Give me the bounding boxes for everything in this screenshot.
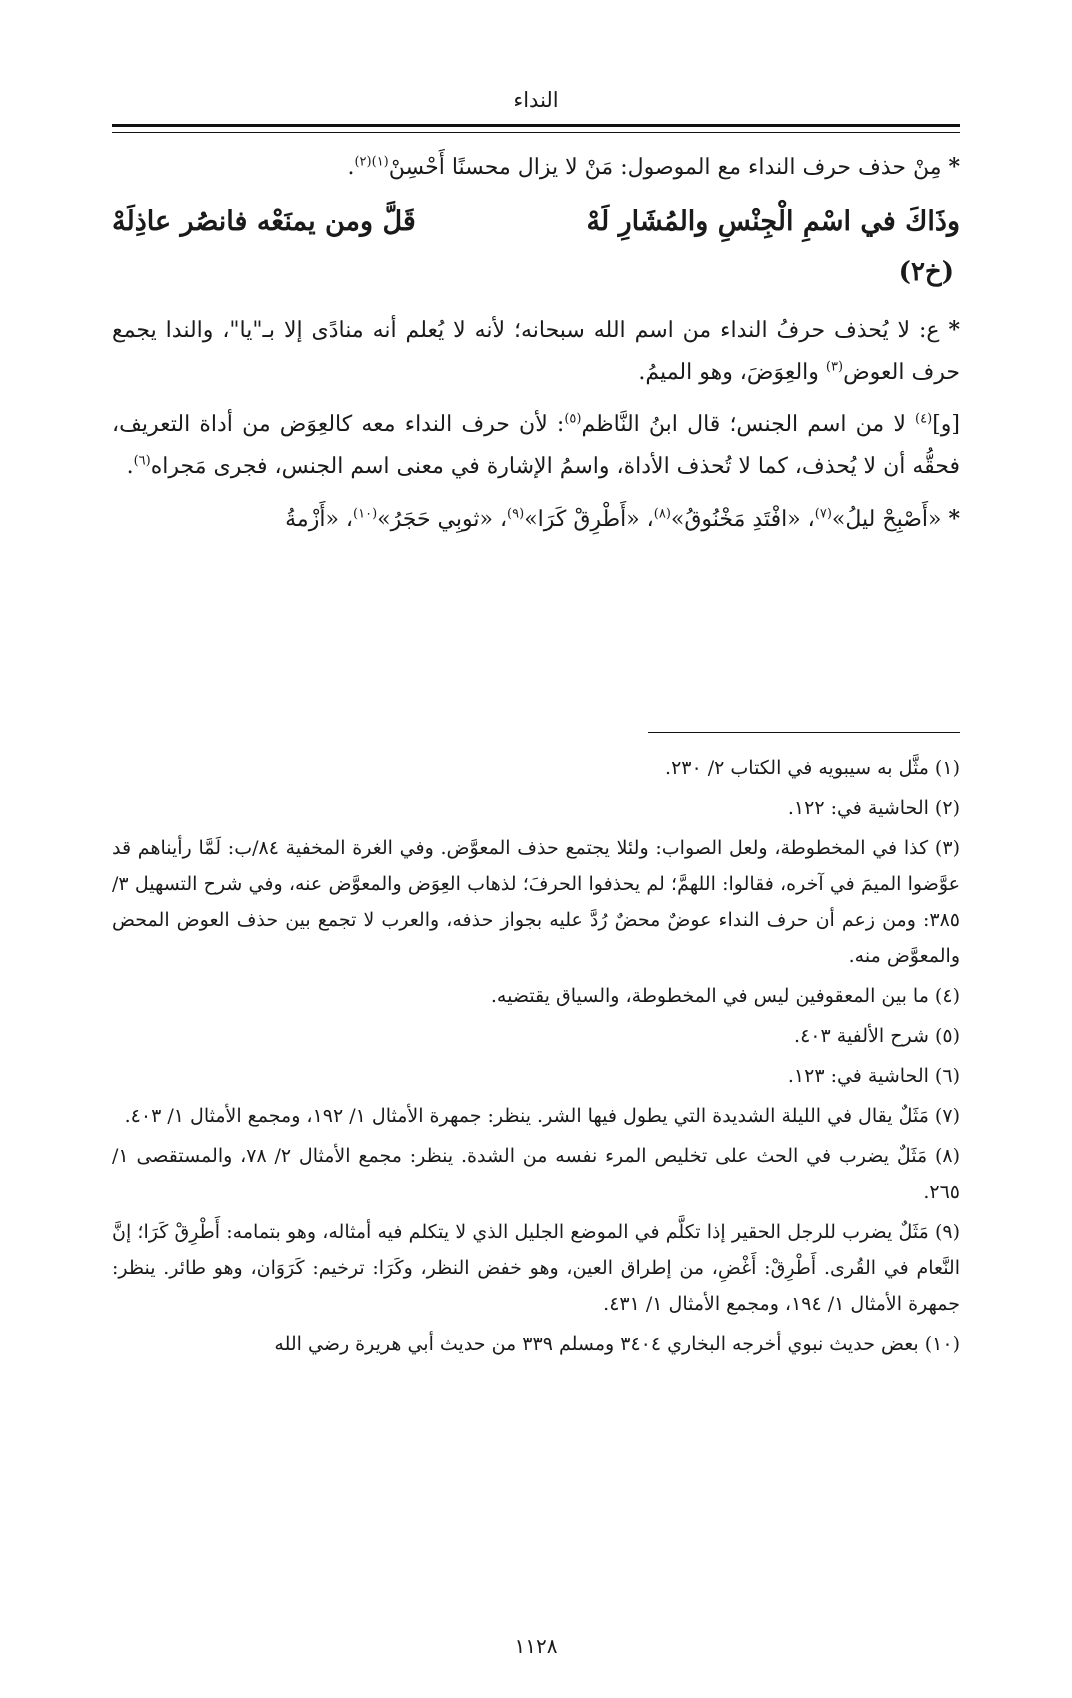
paragraph-2 [112, 309, 960, 394]
footnote-ref[interactable]: (٨) [653, 506, 671, 522]
footnote-ref[interactable]: (٥) [564, 411, 582, 427]
footnote-ref[interactable]: (١) [371, 154, 389, 170]
proverb-quote: «افْتَدِ مَخْنُوقُ» [670, 507, 801, 532]
paragraph-end: . [347, 155, 355, 180]
footnote-ref[interactable]: (٩) [507, 506, 525, 522]
main-text [112, 146, 960, 551]
footnote-ref[interactable]: (٣) [825, 359, 844, 375]
footnote-ref[interactable]: (٦) [133, 453, 151, 469]
footnote-ref[interactable]: (١٠) [353, 506, 378, 522]
bracket-insert: [و] [932, 412, 960, 437]
footnote-ref[interactable]: (٤) [915, 411, 933, 427]
header-rule-thin [112, 132, 960, 133]
paragraph-text: لا من اسم الجنس؛ قال ابنُ النَّاظم [581, 412, 916, 437]
asterisk-marker: * [948, 154, 960, 180]
proverb-quote: «أَصْبِحْ ليلُ» [831, 507, 942, 532]
footnote-3: (٣) كذا في المخطوطة، ولعل الصواب: ولئلا يجتمع حذف المعوَّض. وفي الغرة المخفية ٨٤/ب: لَمَّا رأيناهم قد عوَّضوا الميمَ في آخره، فقالوا: اللهمَّ؛ لم يحذفوا الحرفَ؛ لذهاب العِوَض والمعوَّض عنه، وفي شرح التسهيل ٣/ ٣٨٥: ومن زعم أن حرف النداء عوضٌ محضٌ رُدَّ عليه بجواز حذفه، والعرب لا تجمع بين حذف العوض المحض والمعوَّض منه. [112, 837, 960, 967]
footnote-separator [648, 732, 960, 733]
footnote-2: (٢) الحاشية في: ١٢٢. [787, 797, 960, 819]
proverb-quote: «أَزْمةُ [285, 507, 339, 532]
footnote-9: (٩) مَثَلٌ يضرب للرجل الحقير إذا تكلَّم في الموضع الجليل الذي لا يتكلم فيه أمثاله، وهو بتمامه: أَطْرِقْ كَرَا؛ إنَّ النَّعام في القُرى. أَطْرِقْ: أَغْضِ، من إطراق العين، وهو خفض النظر، وكَرَا: ترخيم: كَرَوَان، وهو طائر. ينظر: جمهرة الأمثال ١/ ١٩٤، ومجمع الأمثال ١/ ٤٣١. [112, 1221, 960, 1315]
verse-number: (خ٢) [898, 257, 954, 287]
asterisk-marker: * [948, 506, 960, 532]
paragraph-text: ع: لا يُحذف حرفُ النداء من اسم الله سبحانه؛ لأنه لا يُعلم أنه منادًى إلا بـ"يا"، والندا يجمع حرف العوض [112, 318, 960, 385]
paragraph-4: * «أَصْبِحْ ليلُ»$^{(٧)}$، «افْتَدِ مَخْنُوقُ»$^{(٨)}$، «أَطْرِقْ كَرَا»$^{(٩)}$، «ثوبِي حَجَرُ»$^{(١٠)}$، «أَزْمةُ [285, 506, 960, 532]
paragraph-text: مِنْ حذف حرف النداء مع الموصول: مَنْ لا يزال محسنًا أَحْسِنْ [388, 155, 942, 180]
header-rule-thick [112, 124, 960, 127]
asterisk-marker: * [948, 317, 960, 343]
page-number: ١١٢٨ [514, 1634, 558, 1658]
footnote-5: (٥) شرح الألفية ٤٠٣. [794, 1025, 960, 1047]
verse-hemistich-right: وذَاكَ في اسْمِ الْجِنْسِ والمُشَارِ لَهْ [586, 206, 960, 237]
paragraph-text: : لأن حرف النداء معه كالعِوَض من أداة التعريف، فحقُّه أن لا يُحذف، كما لا تُحذف الأداة، واسمُ الإشارة في معنى اسم الجنس، فجرى مَجراه [112, 412, 960, 479]
paragraph-3 [112, 404, 960, 488]
footnote-ref[interactable]: (٢) [354, 154, 372, 170]
footnote-1: (١) مثَّل به سيبويه في الكتاب ٢/ ٢٣٠. [665, 757, 960, 779]
proverb-quote: «أَطْرِقْ كَرَا» [524, 507, 640, 532]
footnotes [112, 750, 960, 1366]
footnote-ref[interactable]: (٧) [814, 506, 832, 522]
footnote-7: (٧) مَثَلٌ يقال في الليلة الشديدة التي يطول فيها الشر. ينظر: جمهرة الأمثال ١/ ١٩٢، ومجمع الأمثال ١/ ٤٠٣. [124, 1105, 960, 1127]
verse-line [112, 199, 960, 245]
paragraph-1 [112, 146, 960, 189]
footnote-10: (١٠) بعض حديث نبوي أخرجه البخاري ٣٤٠٤ ومسلم ٣٣٩ من حديث أبي هريرة رضي الله [274, 1333, 960, 1355]
proverb-quote: «ثوبِي حَجَرُ» [377, 507, 493, 532]
verse-hemistich-left: قَلَّ ومن يمنَعْه فانصُر عاذِلَهْ [112, 206, 416, 237]
running-head: النداء [513, 88, 559, 112]
footnote-4: (٤) ما بين المعقوفين ليس في المخطوطة، والسياق يقتضيه. [490, 985, 960, 1007]
verse [112, 199, 960, 295]
footnote-8: (٨) مَثَلٌ يضرب في الحث على تخليص المرء نفسه من الشدة. ينظر: مجمع الأمثال ٢/ ٧٨، والمستقصى ١/ ٢٦٥. [112, 1145, 961, 1203]
footnote-6: (٦) الحاشية في: ١٢٣. [787, 1065, 960, 1087]
paragraph-text: والعِوَضَ، وهو الميمُ. [638, 360, 826, 385]
paragraph-end: . [126, 454, 134, 479]
